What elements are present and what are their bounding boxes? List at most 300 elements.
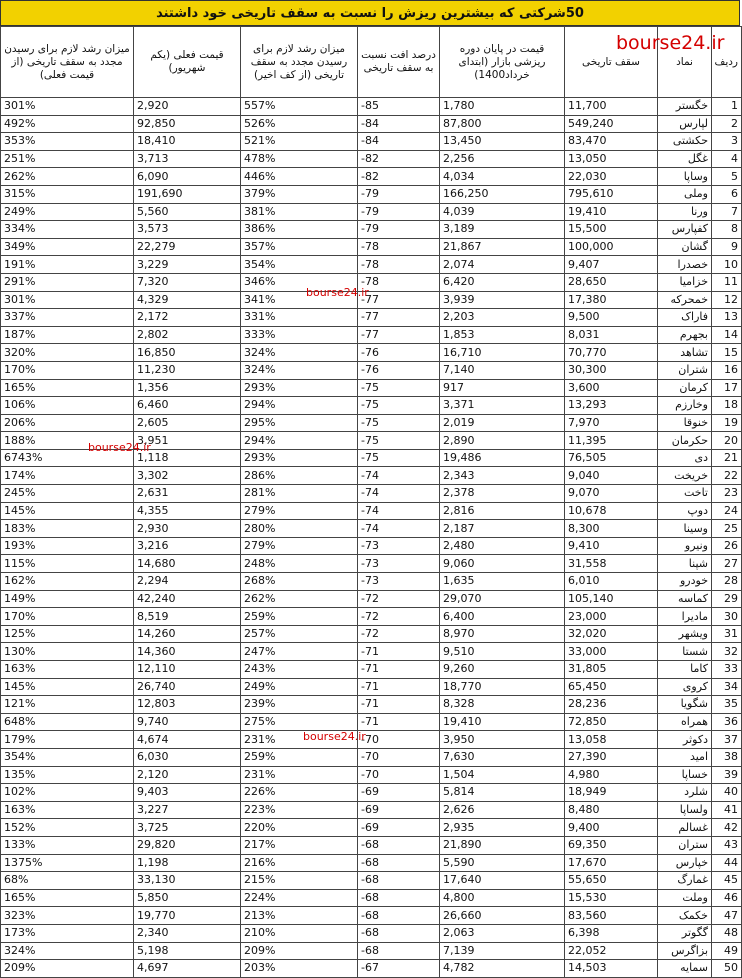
- growth-from-current-cell: 170%: [1, 608, 134, 626]
- bottom-price-cell: 9,510: [440, 643, 565, 661]
- bottom-price-cell: 5,590: [440, 854, 565, 872]
- growth-from-bottom-cell: 281%: [241, 485, 358, 503]
- symbol-cell: خنوقا: [658, 414, 712, 432]
- row-index: 28: [712, 573, 742, 591]
- growth-from-current-cell: 251%: [1, 150, 134, 168]
- header-growth-from-bottom: میزان رشد لازم برای رسیدن مجدد به سقف تاریخی (از کف اخیر): [241, 27, 358, 98]
- symbol-cell: تاخت: [658, 485, 712, 503]
- growth-from-current-cell: 206%: [1, 414, 134, 432]
- growth-from-current-cell: 301%: [1, 291, 134, 309]
- drop-percent-cell: -75: [358, 379, 440, 397]
- drop-percent-cell: -74: [358, 485, 440, 503]
- growth-from-current-cell: 174%: [1, 467, 134, 485]
- historic-high-cell: 14,503: [565, 960, 658, 978]
- table-row: [1, 238, 742, 256]
- symbol-cell: همراه: [658, 713, 712, 731]
- growth-from-current-cell: 492%: [1, 115, 134, 133]
- drop-percent-cell: -72: [358, 608, 440, 626]
- growth-from-bottom-cell: 294%: [241, 397, 358, 415]
- growth-from-bottom-cell: 324%: [241, 344, 358, 362]
- bottom-price-cell: 2,626: [440, 801, 565, 819]
- row-index: 19: [712, 414, 742, 432]
- row-index: 10: [712, 256, 742, 274]
- symbol-cell: غسالم: [658, 819, 712, 837]
- symbol-cell: دی: [658, 449, 712, 467]
- bottom-price-cell: 1,780: [440, 98, 565, 116]
- symbol-cell: امید: [658, 748, 712, 766]
- growth-from-bottom-cell: 239%: [241, 696, 358, 714]
- bottom-price-cell: 2,019: [440, 414, 565, 432]
- drop-percent-cell: -76: [358, 361, 440, 379]
- table-row: [1, 397, 742, 415]
- row-index: 24: [712, 502, 742, 520]
- row-index: 38: [712, 748, 742, 766]
- growth-from-bottom-cell: 259%: [241, 608, 358, 626]
- current-price-cell: 16,850: [134, 344, 241, 362]
- drop-percent-cell: -75: [358, 449, 440, 467]
- growth-from-bottom-cell: 386%: [241, 221, 358, 239]
- table-row: [1, 625, 742, 643]
- current-price-cell: 2,920: [134, 98, 241, 116]
- header-current-price: قیمت فعلی (یکم شهریور): [134, 27, 241, 98]
- table-row: [1, 924, 742, 942]
- growth-from-current-cell: 334%: [1, 221, 134, 239]
- table-row: [1, 889, 742, 907]
- symbol-cell: وساپا: [658, 168, 712, 186]
- watermark-row21: bourse24.ir: [88, 441, 151, 454]
- historic-high-cell: 15,530: [565, 889, 658, 907]
- bottom-price-cell: 21,890: [440, 836, 565, 854]
- bottom-price-cell: 4,039: [440, 203, 565, 221]
- current-price-cell: 22,279: [134, 238, 241, 256]
- table-row: [1, 590, 742, 608]
- drop-percent-cell: -85: [358, 98, 440, 116]
- growth-from-current-cell: 323%: [1, 907, 134, 925]
- growth-from-bottom-cell: 295%: [241, 414, 358, 432]
- historic-high-cell: 7,970: [565, 414, 658, 432]
- drop-percent-cell: -68: [358, 942, 440, 960]
- header-drop-percent: درصد افت نسبت به سقف تاریخی: [358, 27, 440, 98]
- row-index: 26: [712, 537, 742, 555]
- current-price-cell: 4,697: [134, 960, 241, 978]
- historic-high-cell: 10,678: [565, 502, 658, 520]
- historic-high-cell: 17,380: [565, 291, 658, 309]
- historic-high-cell: 3,600: [565, 379, 658, 397]
- bottom-price-cell: 4,800: [440, 889, 565, 907]
- table-row: [1, 309, 742, 327]
- bottom-price-cell: 2,935: [440, 819, 565, 837]
- current-price-cell: 1,118: [134, 449, 241, 467]
- symbol-cell: غگل: [658, 150, 712, 168]
- growth-from-bottom-cell: 257%: [241, 625, 358, 643]
- symbol-cell: سمایه: [658, 960, 712, 978]
- historic-high-cell: 11,395: [565, 432, 658, 450]
- growth-from-current-cell: 193%: [1, 537, 134, 555]
- growth-from-current-cell: 165%: [1, 889, 134, 907]
- bottom-price-cell: 21,867: [440, 238, 565, 256]
- current-price-cell: 3,216: [134, 537, 241, 555]
- historic-high-cell: 9,040: [565, 467, 658, 485]
- symbol-cell: شگویا: [658, 696, 712, 714]
- current-price-cell: 26,740: [134, 678, 241, 696]
- historic-high-cell: 31,558: [565, 555, 658, 573]
- growth-from-bottom-cell: 247%: [241, 643, 358, 661]
- growth-from-current-cell: 163%: [1, 661, 134, 679]
- table-row: [1, 414, 742, 432]
- bottom-price-cell: 1,635: [440, 573, 565, 591]
- current-price-cell: 3,227: [134, 801, 241, 819]
- symbol-cell: مادیرا: [658, 608, 712, 626]
- row-index: 20: [712, 432, 742, 450]
- table-row: [1, 502, 742, 520]
- drop-percent-cell: -75: [358, 432, 440, 450]
- current-price-cell: 2,930: [134, 520, 241, 538]
- symbol-cell: شلرد: [658, 784, 712, 802]
- growth-from-bottom-cell: 341%: [241, 291, 358, 309]
- symbol-cell: ستران: [658, 836, 712, 854]
- current-price-cell: 2,294: [134, 573, 241, 591]
- current-price-cell: 6,030: [134, 748, 241, 766]
- growth-from-current-cell: 179%: [1, 731, 134, 749]
- historic-high-cell: 8,300: [565, 520, 658, 538]
- row-index: 41: [712, 801, 742, 819]
- table-row: [1, 221, 742, 239]
- symbol-cell: ونیرو: [658, 537, 712, 555]
- historic-high-cell: 549,240: [565, 115, 658, 133]
- row-index: 29: [712, 590, 742, 608]
- growth-from-current-cell: 149%: [1, 590, 134, 608]
- drop-percent-cell: -68: [358, 924, 440, 942]
- row-index: 8: [712, 221, 742, 239]
- header-index: ردیف: [712, 27, 742, 98]
- growth-from-current-cell: 68%: [1, 872, 134, 890]
- row-index: 40: [712, 784, 742, 802]
- symbol-cell: خساپا: [658, 766, 712, 784]
- growth-from-bottom-cell: 224%: [241, 889, 358, 907]
- bottom-price-cell: 2,343: [440, 467, 565, 485]
- drop-percent-cell: -72: [358, 625, 440, 643]
- growth-from-current-cell: 1375%: [1, 854, 134, 872]
- drop-percent-cell: -79: [358, 221, 440, 239]
- drop-percent-cell: -82: [358, 168, 440, 186]
- current-price-cell: 14,360: [134, 643, 241, 661]
- table-row: [1, 766, 742, 784]
- current-price-cell: 5,850: [134, 889, 241, 907]
- growth-from-bottom-cell: 526%: [241, 115, 358, 133]
- table-row: [1, 748, 742, 766]
- drop-percent-cell: -78: [358, 273, 440, 291]
- row-index: 35: [712, 696, 742, 714]
- historic-high-cell: 70,770: [565, 344, 658, 362]
- historic-high-cell: 33,000: [565, 643, 658, 661]
- drop-percent-cell: -71: [358, 643, 440, 661]
- historic-high-cell: 19,410: [565, 203, 658, 221]
- growth-from-current-cell: 183%: [1, 520, 134, 538]
- growth-from-bottom-cell: 521%: [241, 133, 358, 151]
- table-row: [1, 273, 742, 291]
- historic-high-cell: 11,700: [565, 98, 658, 116]
- growth-from-current-cell: 125%: [1, 625, 134, 643]
- symbol-cell: خریخت: [658, 467, 712, 485]
- table-row: [1, 168, 742, 186]
- symbol-cell: کفپارس: [658, 221, 712, 239]
- row-index: 44: [712, 854, 742, 872]
- current-price-cell: 3,725: [134, 819, 241, 837]
- bottom-price-cell: 4,034: [440, 168, 565, 186]
- symbol-cell: کروی: [658, 678, 712, 696]
- drop-percent-cell: -79: [358, 203, 440, 221]
- growth-from-bottom-cell: 209%: [241, 942, 358, 960]
- table-title: 50شرکتی که بیشترین ریزش را نسبت به سقف تاریخی خود داشتند: [0, 0, 740, 26]
- growth-from-bottom-cell: 293%: [241, 379, 358, 397]
- growth-from-bottom-cell: 259%: [241, 748, 358, 766]
- table-row: [1, 344, 742, 362]
- historic-high-cell: 55,650: [565, 872, 658, 890]
- drop-percent-cell: -73: [358, 537, 440, 555]
- symbol-cell: ولساپا: [658, 801, 712, 819]
- growth-from-current-cell: 249%: [1, 203, 134, 221]
- growth-from-bottom-cell: 243%: [241, 661, 358, 679]
- growth-from-bottom-cell: 478%: [241, 150, 358, 168]
- watermark-top: bourse24.ir: [616, 32, 725, 54]
- table-row: [1, 555, 742, 573]
- growth-from-bottom-cell: 324%: [241, 361, 358, 379]
- growth-from-bottom-cell: 346%: [241, 273, 358, 291]
- symbol-cell: حکرمان: [658, 432, 712, 450]
- bottom-price-cell: 5,814: [440, 784, 565, 802]
- growth-from-current-cell: 245%: [1, 485, 134, 503]
- growth-from-current-cell: 324%: [1, 942, 134, 960]
- current-price-cell: 2,802: [134, 326, 241, 344]
- growth-from-bottom-cell: 216%: [241, 854, 358, 872]
- growth-from-current-cell: 187%: [1, 326, 134, 344]
- current-price-cell: 3,713: [134, 150, 241, 168]
- growth-from-current-cell: 145%: [1, 678, 134, 696]
- drop-percent-cell: -73: [358, 573, 440, 591]
- table-row: [1, 801, 742, 819]
- symbol-cell: گگوتر: [658, 924, 712, 942]
- bottom-price-cell: 8,328: [440, 696, 565, 714]
- drop-percent-cell: -78: [358, 256, 440, 274]
- historic-high-cell: 18,949: [565, 784, 658, 802]
- growth-from-current-cell: 152%: [1, 819, 134, 837]
- growth-from-current-cell: 145%: [1, 502, 134, 520]
- bottom-price-cell: 7,140: [440, 361, 565, 379]
- row-index: 47: [712, 907, 742, 925]
- current-price-cell: 5,560: [134, 203, 241, 221]
- bottom-price-cell: 7,630: [440, 748, 565, 766]
- growth-from-current-cell: 121%: [1, 696, 134, 714]
- table-row: [1, 661, 742, 679]
- bottom-price-cell: 3,371: [440, 397, 565, 415]
- growth-from-current-cell: 191%: [1, 256, 134, 274]
- bottom-price-cell: 3,950: [440, 731, 565, 749]
- historic-high-cell: 27,390: [565, 748, 658, 766]
- bottom-price-cell: 6,420: [440, 273, 565, 291]
- header-historic-high: سقف تاریخی: [565, 27, 658, 98]
- symbol-cell: وسینا: [658, 520, 712, 538]
- row-index: 32: [712, 643, 742, 661]
- growth-from-current-cell: 133%: [1, 836, 134, 854]
- row-index: 45: [712, 872, 742, 890]
- current-price-cell: 1,356: [134, 379, 241, 397]
- symbol-cell: بجهرم: [658, 326, 712, 344]
- table-row: [1, 379, 742, 397]
- drop-percent-cell: -84: [358, 115, 440, 133]
- symbol-cell: حکشتی: [658, 133, 712, 151]
- drop-percent-cell: -68: [358, 889, 440, 907]
- symbol-cell: خمحرکه: [658, 291, 712, 309]
- drop-percent-cell: -84: [358, 133, 440, 151]
- table-row: [1, 326, 742, 344]
- historic-high-cell: 9,410: [565, 537, 658, 555]
- row-index: 30: [712, 608, 742, 626]
- growth-from-bottom-cell: 286%: [241, 467, 358, 485]
- drop-percent-cell: -75: [358, 397, 440, 415]
- growth-from-bottom-cell: 379%: [241, 185, 358, 203]
- bottom-price-cell: 1,853: [440, 326, 565, 344]
- symbol-cell: خگستر: [658, 98, 712, 116]
- row-index: 2: [712, 115, 742, 133]
- row-index: 49: [712, 942, 742, 960]
- current-price-cell: 4,355: [134, 502, 241, 520]
- growth-from-current-cell: 6743%: [1, 449, 134, 467]
- symbol-cell: وملت: [658, 889, 712, 907]
- row-index: 6: [712, 185, 742, 203]
- table-row: [1, 467, 742, 485]
- bottom-price-cell: 2,256: [440, 150, 565, 168]
- bottom-price-cell: 3,939: [440, 291, 565, 309]
- bottom-price-cell: 19,486: [440, 449, 565, 467]
- current-price-cell: 12,110: [134, 661, 241, 679]
- bottom-price-cell: 9,060: [440, 555, 565, 573]
- watermark-row38: bourse24.ir: [303, 730, 366, 743]
- table-row: [1, 836, 742, 854]
- bottom-price-cell: 18,770: [440, 678, 565, 696]
- drop-percent-cell: -68: [358, 836, 440, 854]
- table-row: [1, 203, 742, 221]
- table-row: [1, 115, 742, 133]
- current-price-cell: 1,198: [134, 854, 241, 872]
- current-price-cell: 3,573: [134, 221, 241, 239]
- current-price-cell: 18,410: [134, 133, 241, 151]
- symbol-cell: گشان: [658, 238, 712, 256]
- bottom-price-cell: 2,074: [440, 256, 565, 274]
- current-price-cell: 2,340: [134, 924, 241, 942]
- row-index: 33: [712, 661, 742, 679]
- historic-high-cell: 22,030: [565, 168, 658, 186]
- table-row: [1, 907, 742, 925]
- current-price-cell: 33,130: [134, 872, 241, 890]
- bottom-price-cell: 9,260: [440, 661, 565, 679]
- growth-from-bottom-cell: 446%: [241, 168, 358, 186]
- table-row: [1, 872, 742, 890]
- current-price-cell: 19,770: [134, 907, 241, 925]
- historic-high-cell: 8,480: [565, 801, 658, 819]
- growth-from-bottom-cell: 357%: [241, 238, 358, 256]
- growth-from-current-cell: 102%: [1, 784, 134, 802]
- growth-from-current-cell: 106%: [1, 397, 134, 415]
- growth-from-bottom-cell: 268%: [241, 573, 358, 591]
- symbol-cell: دوپ: [658, 502, 712, 520]
- symbol-cell: لپارس: [658, 115, 712, 133]
- current-price-cell: 8,519: [134, 608, 241, 626]
- drop-percent-cell: -68: [358, 907, 440, 925]
- symbol-cell: کرمان: [658, 379, 712, 397]
- row-index: 5: [712, 168, 742, 186]
- growth-from-bottom-cell: 262%: [241, 590, 358, 608]
- current-price-cell: 9,403: [134, 784, 241, 802]
- drop-percent-cell: -69: [358, 801, 440, 819]
- table-row: [1, 678, 742, 696]
- row-index: 12: [712, 291, 742, 309]
- row-index: 31: [712, 625, 742, 643]
- growth-from-bottom-cell: 210%: [241, 924, 358, 942]
- current-price-cell: 6,090: [134, 168, 241, 186]
- historic-high-cell: 32,020: [565, 625, 658, 643]
- growth-from-bottom-cell: 231%: [241, 731, 358, 749]
- drop-percent-cell: -70: [358, 748, 440, 766]
- data-table: [0, 26, 742, 978]
- bottom-price-cell: 917: [440, 379, 565, 397]
- growth-from-bottom-cell: 293%: [241, 449, 358, 467]
- current-price-cell: 2,120: [134, 766, 241, 784]
- growth-from-bottom-cell: 557%: [241, 98, 358, 116]
- bottom-price-cell: 29,070: [440, 590, 565, 608]
- symbol-cell: فاراک: [658, 309, 712, 327]
- growth-from-current-cell: 262%: [1, 168, 134, 186]
- growth-from-current-cell: 115%: [1, 555, 134, 573]
- symbol-cell: تشاهد: [658, 344, 712, 362]
- table-row: [1, 185, 742, 203]
- symbol-cell: خپارس: [658, 854, 712, 872]
- historic-high-cell: 4,980: [565, 766, 658, 784]
- symbol-cell: شستا: [658, 643, 712, 661]
- current-price-cell: 7,320: [134, 273, 241, 291]
- historic-high-cell: 72,850: [565, 713, 658, 731]
- row-index: 4: [712, 150, 742, 168]
- table-row: [1, 819, 742, 837]
- historic-high-cell: 105,140: [565, 590, 658, 608]
- row-index: 23: [712, 485, 742, 503]
- row-index: 42: [712, 819, 742, 837]
- symbol-cell: وخارزم: [658, 397, 712, 415]
- table-row: [1, 643, 742, 661]
- row-index: 18: [712, 397, 742, 415]
- growth-from-current-cell: 291%: [1, 273, 134, 291]
- historic-high-cell: 6,010: [565, 573, 658, 591]
- table-row: [1, 256, 742, 274]
- row-index: 3: [712, 133, 742, 151]
- current-price-cell: 2,172: [134, 309, 241, 327]
- drop-percent-cell: -82: [358, 150, 440, 168]
- symbol-cell: ورنا: [658, 203, 712, 221]
- row-index: 1: [712, 98, 742, 116]
- row-index: 48: [712, 924, 742, 942]
- growth-from-bottom-cell: 279%: [241, 537, 358, 555]
- watermark-row12: bourse24.ir: [306, 286, 369, 299]
- row-index: 36: [712, 713, 742, 731]
- growth-from-current-cell: 353%: [1, 133, 134, 151]
- symbol-cell: خکمک: [658, 907, 712, 925]
- drop-percent-cell: -68: [358, 854, 440, 872]
- symbol-cell: ویشهر: [658, 625, 712, 643]
- growth-from-current-cell: 188%: [1, 432, 134, 450]
- historic-high-cell: 28,650: [565, 273, 658, 291]
- historic-high-cell: 83,470: [565, 133, 658, 151]
- drop-percent-cell: -75: [358, 414, 440, 432]
- historic-high-cell: 795,610: [565, 185, 658, 203]
